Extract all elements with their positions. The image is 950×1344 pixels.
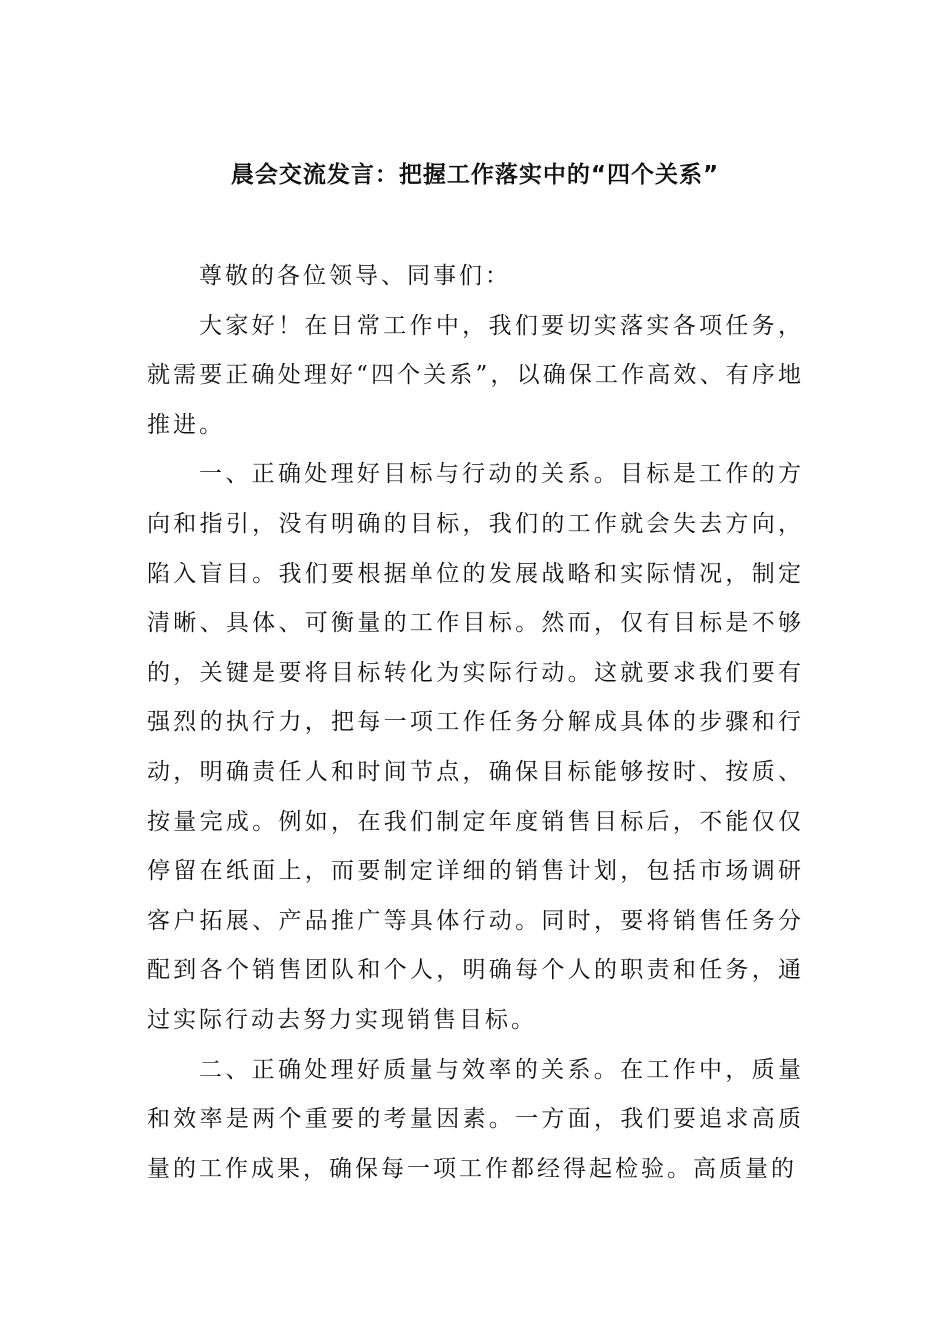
section-two-paragraph: 二、正确处理好质量与效率的关系。在工作中，质量和效率是两个重要的考量因素。一方面，我们要追求高质量的工作成果，确保每一项工作都经得起检验。高质量的 [147, 1056, 804, 1182]
section-one-paragraph: 一、正确处理好目标与行动的关系。目标是工作的方向和指引，没有明确的目标，我们的工作就会失去方向，陷入盲目。我们要根据单位的发展战略和实际情况，制定清晰、具体、可衡量的工作目标。然而，仅有目标是不够的，关键是要将目标转化为实际行动。这就要求我们要有强烈的执行力，把每一项工作任务分解成具体的步骤和行动，明确责任人和时间节点，确保目标能够按时、按质、按量完成。例如，在我们制定年度销售目标后，不能仅仅停留在纸面上，而要制定详细的销售计划，包括市场调研客户拓展、产品推广等具体行动。同时，要将销售任务分配到各个销售团队和个人，明确每个人的职责和任务，通过实际行动去努力实现销售目标。 [147, 461, 804, 1033]
document-body [147, 252, 804, 1194]
document-title: 晨会交流发言：把握工作落实中的“四个关系” [230, 162, 720, 188]
intro-paragraph: 大家好！在日常工作中，我们要切实落实各项任务，就需要正确处理好“四个关系”，以确保工作高效、有序地推进。 [147, 312, 804, 438]
greeting-paragraph: 尊敬的各位领导、同事们： [199, 263, 511, 289]
